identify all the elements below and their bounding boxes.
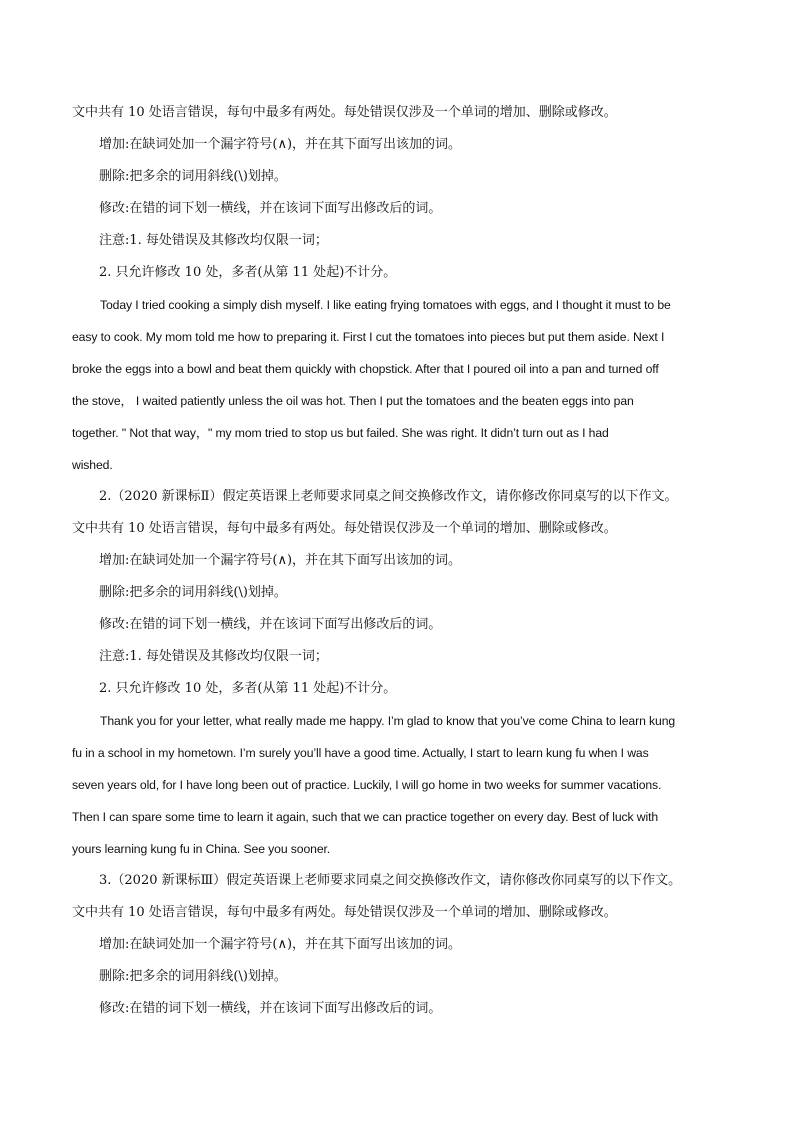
instruction-line: 注意:1. 每处错误及其修改均仅限一词； [99,233,328,248]
passage-line: broke the eggs into a bowl and beat them quickly with chopstick. After that I poured oil into a pan and turned off [72,362,659,376]
passage-line: Thank you for your letter, what really made me happy. I’m glad to know that you’ve come China to learn kung [100,714,676,728]
instruction-line: 修改:在错的词下划一横线，并在该词下面写出修改后的词。 [99,617,442,632]
instruction-line: 增加:在缺词处加一个漏字符号(∧)，并在其下面写出该加的词。 [99,937,462,952]
passage-line: easy to cook. My mom told me how to preparing it. First I cut the tomatoes into pieces but put them aside. Next I [72,330,665,344]
question-heading: 3.（2020 新课标Ⅲ）假定英语课上老师要求同桌之间交换修改作文，请你修改你同桌写的以下作文。 [99,873,682,888]
document-body [72,97,722,1025]
instruction-line: 增加:在缺词处加一个漏字符号(∧)，并在其下面写出该加的词。 [99,553,462,568]
instruction-line: 文中共有 10 处语言错误，每句中最多有两处。每处错误仅涉及一个单词的增加、删除或修改。 [72,105,617,120]
question-heading: 2.（2020 新课标Ⅱ）假定英语课上老师要求同桌之间交换修改作文，请你修改你同桌写的以下作文。 [99,489,678,504]
passage-line: together. " Not that way，" my mom tried to stop us but failed. She was right. It didn’t turn out as I had [72,426,609,440]
instruction-line: 2. 只允许修改 10 处，多者(从第 11 处起)不计分。 [99,265,397,280]
instruction-line: 注意:1. 每处错误及其修改均仅限一词； [99,649,328,664]
passage-line: Then I can spare some time to learn it again, such that we can practice together on every day. Best of luck with [72,810,659,824]
passage-line: the stove， I waited patiently unless the oil was hot. Then I put the tomatoes and the beaten eggs into pan [72,394,634,408]
passage-line: Today I tried cooking a simply dish myself. I like eating frying tomatoes with eggs, and I thought it must to be [100,298,671,312]
instruction-line: 删除:把多余的词用斜线(\)划掉。 [99,969,287,984]
instruction-line: 修改:在错的词下划一横线，并在该词下面写出修改后的词。 [99,201,442,216]
instruction-line: 文中共有 10 处语言错误，每句中最多有两处。每处错误仅涉及一个单词的增加、删除或修改。 [72,521,617,536]
passage-line: seven years old, for I have long been out of practice. Luckily, I will go home in two weeks for summer vacations. [72,778,662,792]
passage-line: wished. [72,458,113,472]
instruction-line: 文中共有 10 处语言错误，每句中最多有两处。每处错误仅涉及一个单词的增加、删除或修改。 [72,905,617,920]
instruction-line: 删除:把多余的词用斜线(\)划掉。 [99,169,287,184]
instruction-line: 修改:在错的词下划一横线，并在该词下面写出修改后的词。 [99,1001,442,1016]
passage-line: fu in a school in my hometown. I’m surely you’ll have a good time. Actually, I start to learn kung fu when I was [72,746,649,760]
instruction-line: 删除:把多余的词用斜线(\)划掉。 [99,585,287,600]
instruction-line: 增加:在缺词处加一个漏字符号(∧)，并在其下面写出该加的词。 [99,137,462,152]
instruction-line: 2. 只允许修改 10 处，多者(从第 11 处起)不计分。 [99,681,397,696]
passage-line: yours learning kung fu in China. See you sooner. [72,842,331,856]
